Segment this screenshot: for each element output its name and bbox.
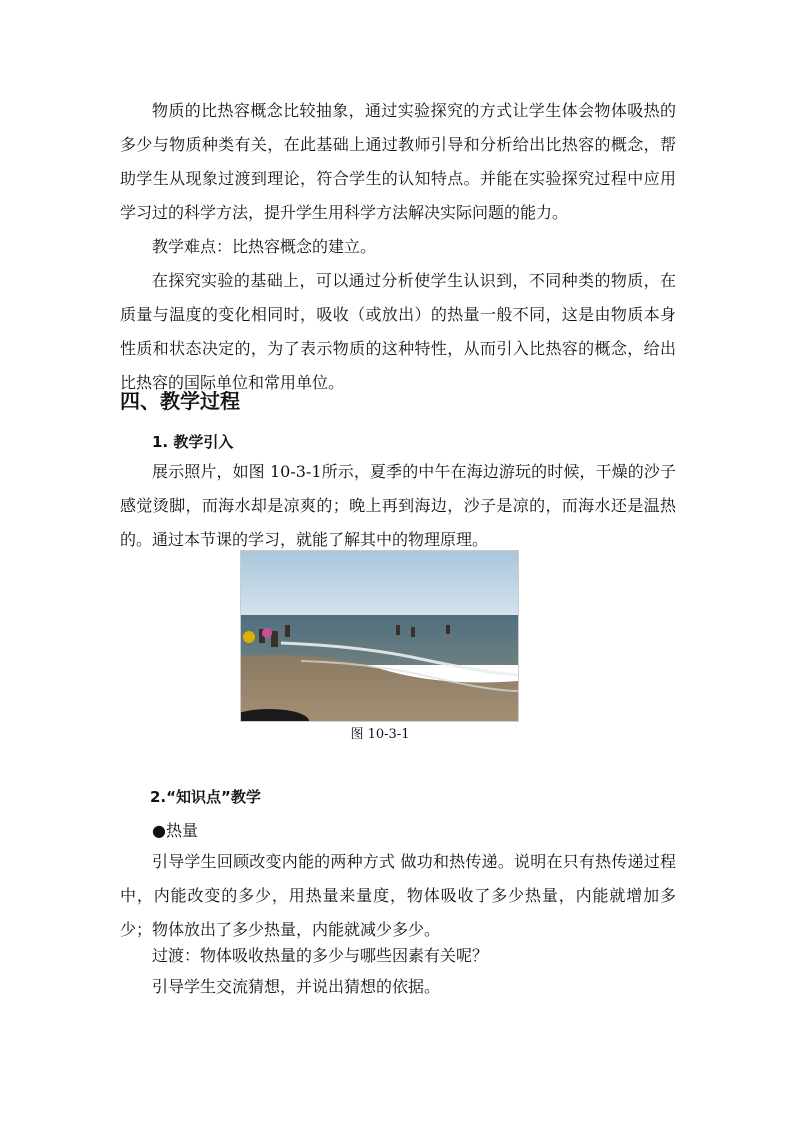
figure-caption: 图 10-3-1 [350, 727, 410, 742]
subheading-introduction: 1. 教学引入 [152, 433, 234, 451]
paragraph-introduction: 展示照片，如图 10-3-1所示，夏季的中午在海边游玩的时候，干燥的沙子感觉烫脚，而海水却是凉爽的；晚上再到海边，沙子是凉的，而海水还是温热的。通过本节课的学习，就能了解其中的物理原理。 [120, 462, 676, 549]
paragraph-transition: 过渡：物体吸收热量的多少与哪些因素有关呢？ [152, 946, 489, 965]
bullet-heat: ●热量 [152, 821, 198, 840]
subheading-knowledge-points: 2.“知识点”教学 [150, 788, 261, 806]
beach-photo [240, 550, 519, 722]
paragraph-heat-definition: 引导学生回顾改变内能的两种方式 做功和热传递。说明在只有热传递过程中，内能改变的多少，用热量来量度，物体吸收了多少热量，内能就增加多少；物体放出了多少热量，内能就减少多少。 [120, 852, 676, 939]
section-heading-teaching-process: 四、教学过程 [120, 389, 240, 413]
paragraph-concept-abstract: 物质的比热容概念比较抽象，通过实验探究的方式让学生体会物体吸热的多少与物质种类有关，在此基础上通过教师引导和分析给出比热容的概念，帮助学生从现象过渡到理论，符合学生的认知特点。并能在实验探究过程中应用学习过的科学方法，提升学生用科学方法解决实际问题的能力。 [120, 101, 676, 222]
paragraph-teaching-difficulty: 教学难点：比热容概念的建立。 [152, 237, 377, 256]
paragraph-guide-guess: 引导学生交流猜想，并说出猜想的依据。 [152, 977, 441, 996]
paragraph-explanation: 在探究实验的基础上，可以通过分析使学生认识到，不同种类的物质，在质量与温度的变化相同时，吸收（或放出）的热量一般不同，这是由物质本身性质和状态决定的，为了表示物质的这种特性，从而引入比热容的概念，给出比热容的国际单位和常用单位。 [120, 271, 676, 392]
